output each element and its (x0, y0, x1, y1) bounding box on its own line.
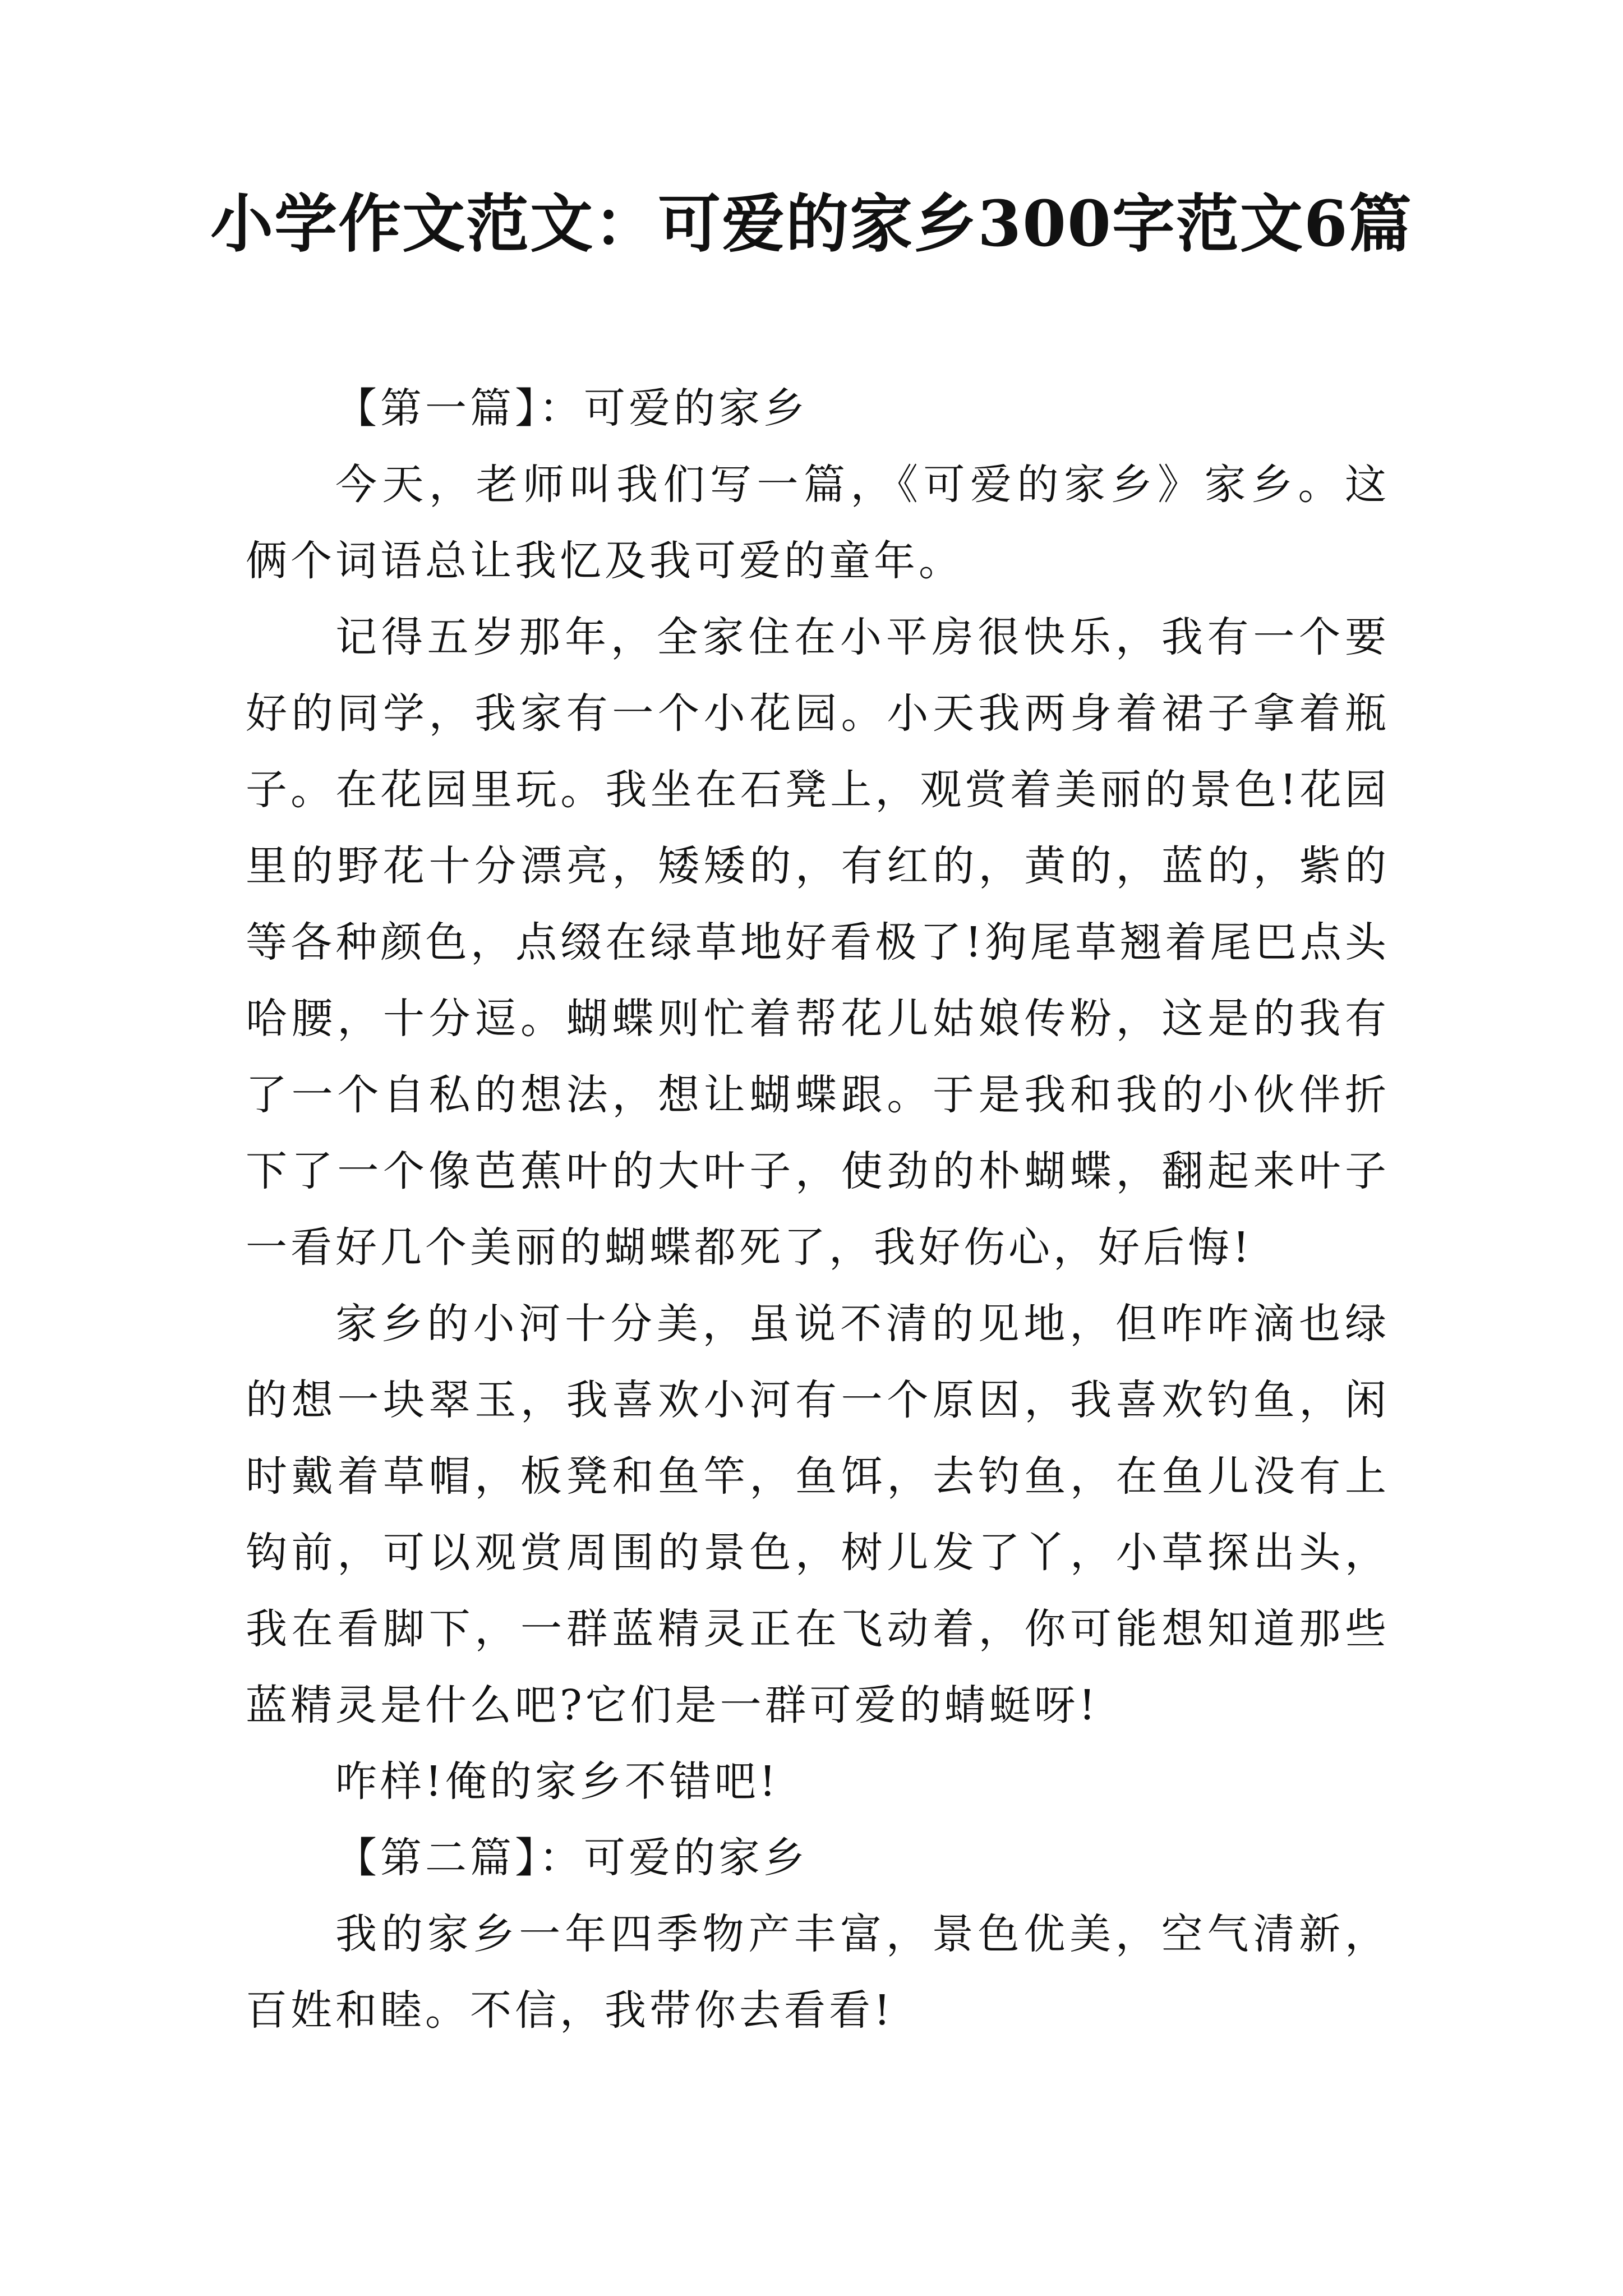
paragraph: 记得五岁那年，全家住在小平房很快乐，我有一个要好的同学，我家有一个小花园。小天我两身着裙子拿着瓶子。在花园里玩。我坐在石凳上，观赏着美丽的景色!花园里的野花十分漂亮，矮矮的，有红的，黄的，蓝的，紫的等各种颜色，点缀在绿草地好看极了!狗尾草翘着尾巴点头哈腰，十分逗。蝴蝶则忙着帮花儿姑娘传粉，这是的我有了一个自私的想法，想让蝴蝶跟。于是我和我的小伙伴折下了一个像芭蕉叶的大叶子，使劲的朴蝴蝶，翻起来叶子一看好几个美丽的蝴蝶都死了，我好伤心，好后悔! (246, 613, 1390, 1272)
paragraph: 今天，老师叫我们写一篇，《可爱的家乡》家乡。这俩个词语总让我忆及我可爱的童年。 (246, 461, 1390, 585)
section-heading-2: 【第二篇】：可爱的家乡 (335, 1834, 808, 1882)
document-title: 小学作文范文：可爱的家乡300字范文6篇 (210, 187, 1413, 261)
paragraph: 家乡的小河十分美，虽说不清的见地，但咋咋滴也绿的想一块翠玉，我喜欢小河有一个原因，我喜欢钓鱼，闲时戴着草帽，板凳和鱼竿，鱼饵，去钓鱼，在鱼儿没有上钩前，可以观赏周围的景色，树儿发了丫，小草探出头，我在看脚下，一群蓝精灵正在飞动着，你可能想知道那些蓝精灵是什么吧?它们是一群可爱的蜻蜓呀! (246, 1300, 1390, 1729)
paragraph: 我的家乡一年四季物产丰富，景色优美，空气清新，百姓和睦。不信，我带你去看看! (246, 1910, 1390, 2035)
paragraph: 咋样!俺的家乡不错吧! (335, 1757, 780, 1806)
section-heading-1: 【第一篇】：可爱的家乡 (335, 384, 808, 432)
document-body (246, 370, 1390, 2049)
